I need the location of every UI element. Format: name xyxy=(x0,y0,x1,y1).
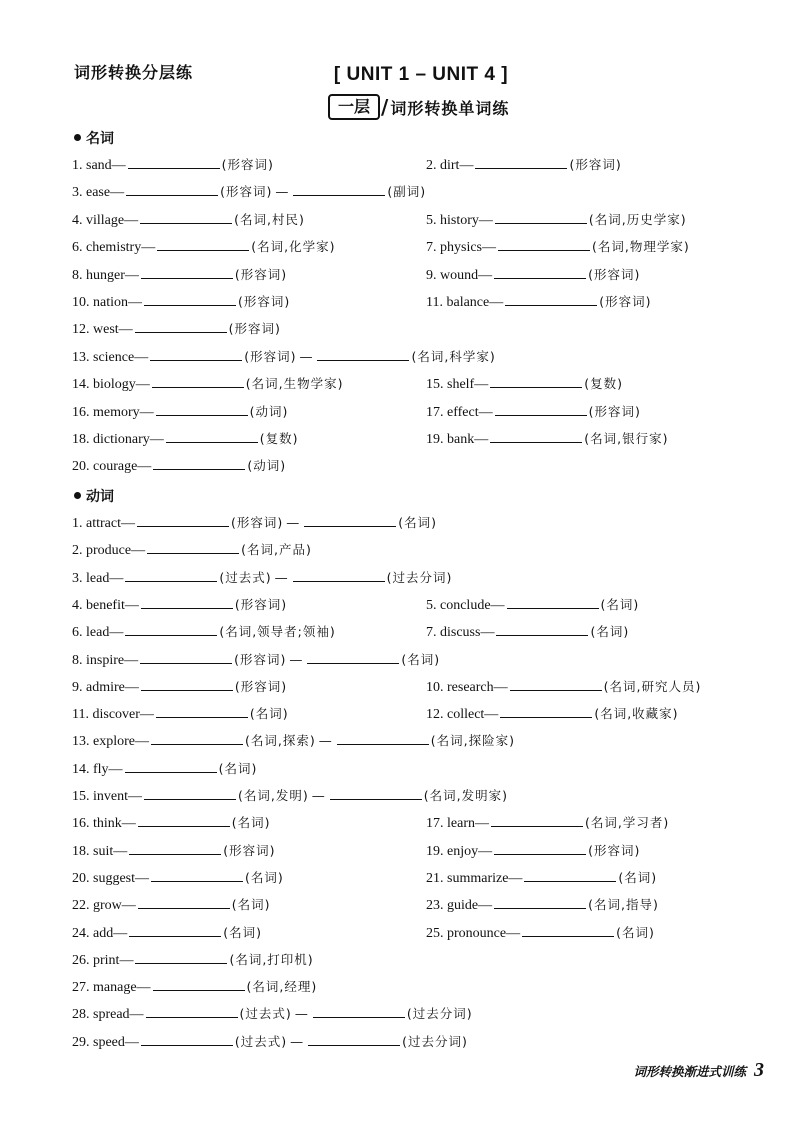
exercise-hint: (名词,探索) xyxy=(244,733,316,749)
exercise-hint: (名词,物理学家) xyxy=(592,239,690,255)
exercise-word: 12. west— xyxy=(72,322,133,338)
page-footer xyxy=(633,1059,764,1082)
answer-blank[interactable] xyxy=(151,730,243,745)
exercise-hint: (形容词) xyxy=(223,842,276,858)
exercise-row xyxy=(72,539,752,561)
answer-blank[interactable] xyxy=(137,512,229,527)
exercise-hint: (过去分词) xyxy=(406,1006,473,1022)
exercise-word: 16. think— xyxy=(72,816,136,832)
exercise-row xyxy=(72,785,752,807)
exercise-item xyxy=(426,401,641,423)
answer-blank[interactable] xyxy=(494,840,586,855)
exercise-hint: (名词,银行家) xyxy=(584,431,669,446)
answer-blank[interactable] xyxy=(293,567,385,582)
answer-blank[interactable] xyxy=(500,703,592,718)
exercise-word: 24. add— xyxy=(72,925,128,941)
answer-blank[interactable] xyxy=(126,181,218,196)
exercise-item xyxy=(72,154,274,176)
answer-blank[interactable] xyxy=(337,730,429,745)
exercise-word: 4. benefit— xyxy=(72,597,139,613)
answer-blank[interactable] xyxy=(144,785,236,800)
answer-blank[interactable] xyxy=(135,949,227,964)
exercise-hint: (名词,探险家) xyxy=(430,733,515,749)
exercise-item xyxy=(72,455,286,477)
dash-separator: — xyxy=(289,652,303,668)
exercise-item xyxy=(426,291,652,313)
answer-blank[interactable] xyxy=(304,512,396,527)
exercise-item xyxy=(72,236,335,258)
answer-blank[interactable] xyxy=(510,676,602,691)
exercise-item xyxy=(426,703,679,725)
answer-blank[interactable] xyxy=(125,567,217,582)
exercise-row xyxy=(72,209,752,231)
exercise-hint: (名词) xyxy=(231,815,271,831)
dash-separator: — xyxy=(318,734,332,750)
answer-blank[interactable] xyxy=(330,785,422,800)
exercise-item xyxy=(72,894,271,916)
exercise-word: 9. admire— xyxy=(72,679,139,695)
answer-blank[interactable] xyxy=(317,346,409,361)
exercise-word: 8. hunger— xyxy=(72,267,139,283)
exercise-item xyxy=(426,867,657,889)
answer-blank[interactable] xyxy=(141,594,233,609)
exercise-item xyxy=(72,181,426,203)
exercise-hint: (名词,村民) xyxy=(234,211,305,227)
exercise-hint: (复数) xyxy=(584,376,623,392)
exercise-item xyxy=(426,812,669,834)
exercise-row xyxy=(72,649,752,671)
exercise-row xyxy=(72,676,752,698)
exercise-word: 27. manage— xyxy=(72,980,151,996)
exercise-hint: (名词,研究人员) xyxy=(603,678,702,694)
exercise-item xyxy=(72,539,312,561)
exercise-word: 13. explore— xyxy=(72,734,149,750)
level-heading xyxy=(328,94,509,120)
exercise-item xyxy=(72,676,287,698)
exercise-hint: (名词,领导者;领袖) xyxy=(219,624,336,640)
exercise-word: 6. chemistry— xyxy=(72,240,156,256)
unit-title: [ UNIT 1 – UNIT 4 ] xyxy=(333,64,509,85)
exercise-item xyxy=(426,621,629,643)
exercise-hint: (名词,打印机) xyxy=(229,951,314,967)
level-badge: 一层 xyxy=(328,94,380,120)
exercise-item xyxy=(72,730,515,752)
exercise-hint: (形容词) xyxy=(588,842,641,858)
answer-blank[interactable] xyxy=(128,154,220,169)
section-label: 名词 xyxy=(86,131,114,147)
exercise-hint: (名词) xyxy=(616,924,655,940)
exercise-hint: (形容词) xyxy=(230,515,284,530)
exercise-item xyxy=(426,154,622,176)
exercise-word: 23. guide— xyxy=(426,898,493,914)
exercise-hint: (名词,指导) xyxy=(588,897,659,913)
exercise-item xyxy=(426,373,623,395)
exercise-row xyxy=(72,976,752,998)
exercise-word: 29. speed— xyxy=(72,1034,139,1050)
answer-blank[interactable] xyxy=(129,922,221,937)
exercise-item xyxy=(72,621,336,643)
exercise-item xyxy=(426,264,640,286)
answer-blank[interactable] xyxy=(494,894,586,909)
exercise-word: 21. summarize— xyxy=(426,870,523,886)
exercise-row xyxy=(72,346,752,368)
exercise-hint: (名词) xyxy=(618,869,658,885)
exercise-hint: (形容词) xyxy=(234,678,288,694)
exercise-row xyxy=(72,758,752,780)
exercise-row xyxy=(72,428,752,450)
exercise-item xyxy=(72,922,262,944)
exercise-item xyxy=(426,922,655,944)
exercise-hint: (形容词) xyxy=(588,266,641,282)
exercise-hint: (名词) xyxy=(249,706,289,722)
exercise-word: 28. spread— xyxy=(72,1007,144,1023)
exercise-item xyxy=(426,676,701,698)
exercise-word: 13. science— xyxy=(72,349,149,365)
exercise-word: 19. enjoy— xyxy=(426,843,493,859)
answer-blank[interactable] xyxy=(157,236,249,251)
answer-blank[interactable] xyxy=(313,1003,405,1018)
exercise-row xyxy=(72,1031,752,1053)
exercise-item xyxy=(72,703,289,725)
answer-blank[interactable] xyxy=(496,621,588,636)
exercise-item xyxy=(72,976,317,998)
exercise-word: 19. bank— xyxy=(426,432,489,447)
exercise-hint: (名词,科学家) xyxy=(411,348,496,364)
exercise-row xyxy=(72,512,752,534)
exercise-item xyxy=(72,346,496,368)
exercise-word: 6. lead— xyxy=(72,625,124,641)
exercise-item xyxy=(426,236,690,258)
exercise-item xyxy=(72,867,284,889)
answer-blank[interactable] xyxy=(138,894,230,909)
exercise-item xyxy=(72,1003,473,1025)
exercise-row xyxy=(72,181,752,203)
exercise-word: 1. attract— xyxy=(72,516,135,531)
answer-blank[interactable] xyxy=(125,758,217,773)
exercise-hint: (名词,收藏家) xyxy=(594,706,679,722)
exercise-row xyxy=(72,621,752,643)
exercise-word: 12. collect— xyxy=(426,707,499,723)
answer-blank[interactable] xyxy=(135,318,227,333)
exercise-hint: (名词,历史学家) xyxy=(588,211,687,227)
exercise-item xyxy=(72,949,314,971)
dash-separator: — xyxy=(294,1007,308,1023)
level-title: 词形转换单词练 xyxy=(390,98,510,118)
answer-blank[interactable] xyxy=(152,373,244,388)
exercise-item xyxy=(72,649,440,671)
exercise-row xyxy=(72,567,752,589)
answer-blank[interactable] xyxy=(308,1031,400,1046)
exercise-item xyxy=(72,812,271,834)
exercise-hint: (名词) xyxy=(590,624,630,640)
level-slash-mark: / xyxy=(381,95,389,119)
exercise-hint: (形容词) xyxy=(599,294,652,309)
exercise-row xyxy=(72,1003,752,1025)
exercise-item xyxy=(72,318,281,340)
exercise-hint: (名词,经理) xyxy=(246,979,318,995)
answer-blank[interactable] xyxy=(293,181,385,196)
exercise-word: 11. discover— xyxy=(72,707,154,723)
answer-blank[interactable] xyxy=(147,539,239,554)
exercise-word: 16. memory— xyxy=(72,404,154,420)
exercise-hint: (复数) xyxy=(259,431,299,446)
answer-blank[interactable] xyxy=(495,209,587,224)
answer-blank[interactable] xyxy=(141,676,233,691)
exercise-row xyxy=(72,455,752,477)
exercise-word: 7. physics— xyxy=(426,240,496,256)
answer-blank[interactable] xyxy=(507,594,599,609)
exercise-row xyxy=(72,264,752,286)
exercise-hint: (动词) xyxy=(249,403,289,419)
exercise-word: 17. learn— xyxy=(426,816,489,832)
answer-blank[interactable] xyxy=(522,922,614,937)
exercise-item xyxy=(72,209,305,231)
answer-blank[interactable] xyxy=(141,264,233,279)
exercise-word: 4. village— xyxy=(72,212,139,228)
answer-blank[interactable] xyxy=(140,209,232,224)
exercise-hint: (名词,产品) xyxy=(241,542,312,558)
exercise-hint: (名词) xyxy=(600,596,640,612)
dash-separator: — xyxy=(290,1034,304,1050)
page-number: 3 xyxy=(754,1059,764,1081)
exercise-row xyxy=(72,401,752,423)
answer-blank[interactable] xyxy=(475,154,567,169)
exercise-hint: (名词) xyxy=(401,651,441,667)
exercise-hint: (形容词) xyxy=(238,294,291,309)
exercise-word: 15. shelf— xyxy=(426,377,489,393)
dash-separator: — xyxy=(286,516,300,531)
exercise-item xyxy=(72,1031,468,1053)
exercise-word: 18. suit— xyxy=(72,843,128,859)
exercise-item xyxy=(72,785,508,807)
exercise-item xyxy=(426,209,687,231)
exercise-hint: (名词) xyxy=(231,897,271,913)
exercise-hint: (名词) xyxy=(398,515,438,530)
exercise-word: 14. biology— xyxy=(72,377,150,393)
exercise-hint: (名词) xyxy=(245,869,284,885)
answer-blank[interactable] xyxy=(140,649,232,664)
exercise-row xyxy=(72,812,752,834)
exercise-item xyxy=(72,758,257,780)
exercise-hint: (过去式) xyxy=(219,569,272,585)
exercise-word: 10. research— xyxy=(426,679,508,695)
exercise-item xyxy=(426,428,668,450)
answer-blank[interactable] xyxy=(307,649,399,664)
exercise-word: 5. conclude— xyxy=(426,597,505,613)
exercise-word: 10. nation— xyxy=(72,295,142,310)
exercise-word: 11. balance— xyxy=(426,295,504,310)
exercise-hint: (形容词) xyxy=(228,321,281,337)
exercise-hint: (过去式) xyxy=(239,1006,292,1022)
exercise-word: 9. wound— xyxy=(426,267,493,283)
exercise-hint: (形容词) xyxy=(221,157,274,172)
exercise-row xyxy=(72,154,752,176)
exercise-item xyxy=(72,428,299,450)
answer-blank[interactable] xyxy=(144,291,236,306)
exercise-word: 22. grow— xyxy=(72,898,136,914)
exercise-row xyxy=(72,703,752,725)
exercise-hint: (动词) xyxy=(247,458,287,474)
footer-text: 词形转换渐进式训练 xyxy=(633,1064,746,1079)
exercise-word: 17. effect— xyxy=(426,404,493,420)
exercise-word: 26. print— xyxy=(72,952,134,968)
answer-blank[interactable] xyxy=(491,812,583,827)
exercise-word: 3. lead— xyxy=(72,570,124,586)
exercise-hint: (过去分词) xyxy=(402,1033,468,1049)
exercise-row xyxy=(72,318,752,340)
exercise-hint: (名词) xyxy=(218,760,258,776)
exercise-hint: (形容词) xyxy=(220,184,273,200)
exercise-hint: (形容词) xyxy=(569,157,622,172)
exercise-hint: (副词) xyxy=(387,184,427,200)
exercise-word: 15. invent— xyxy=(72,789,142,804)
answer-blank[interactable] xyxy=(498,236,590,251)
exercise-hint: (名词,化学家) xyxy=(251,239,336,255)
exercise-word: 20. suggest— xyxy=(72,870,149,886)
exercise-row xyxy=(72,922,752,944)
answer-blank[interactable] xyxy=(505,291,597,306)
answer-blank[interactable] xyxy=(153,976,245,991)
section-nouns xyxy=(74,128,114,148)
exercise-hint: (名词,发明) xyxy=(238,788,309,803)
answer-blank[interactable] xyxy=(490,373,582,388)
exercise-hint: (形容词) xyxy=(234,651,287,667)
answer-blank[interactable] xyxy=(153,455,245,470)
exercise-hint: (形容词) xyxy=(234,596,288,612)
answer-blank[interactable] xyxy=(156,703,248,718)
exercise-hint: (过去式) xyxy=(234,1033,288,1049)
exercise-row xyxy=(72,894,752,916)
exercise-item xyxy=(72,401,288,423)
exercise-item xyxy=(72,512,437,534)
answer-blank[interactable] xyxy=(495,401,587,416)
bullet-icon xyxy=(74,492,81,499)
exercise-hint: (形容词) xyxy=(588,403,641,419)
exercise-word: 14. fly— xyxy=(72,761,123,777)
bullet-icon xyxy=(74,134,81,141)
exercise-hint: (形容词) xyxy=(234,266,288,282)
dash-separator: — xyxy=(311,789,325,804)
exercise-hint: (过去分词) xyxy=(386,569,453,585)
answer-blank[interactable] xyxy=(151,867,243,882)
exercise-hint: (名词,发明家) xyxy=(423,788,508,803)
exercise-item xyxy=(72,291,290,313)
exercise-item xyxy=(72,594,287,616)
answer-blank[interactable] xyxy=(490,428,582,443)
exercise-hint: (形容词) xyxy=(244,348,297,364)
dash-separator: — xyxy=(275,185,289,201)
exercise-item xyxy=(426,894,659,916)
answer-blank[interactable] xyxy=(524,867,616,882)
exercise-word: 1. sand— xyxy=(72,158,126,173)
section-verbs xyxy=(74,486,114,506)
exercise-item xyxy=(72,840,276,862)
exercise-word: 2. produce— xyxy=(72,543,146,559)
exercise-row xyxy=(72,373,752,395)
answer-blank[interactable] xyxy=(125,621,217,636)
answer-blank[interactable] xyxy=(141,1031,233,1046)
exercise-word: 18. dictionary— xyxy=(72,432,164,447)
exercise-item xyxy=(426,594,639,616)
dash-separator: — xyxy=(274,570,288,586)
exercise-word: 7. discuss— xyxy=(426,625,495,641)
answer-blank[interactable] xyxy=(138,812,230,827)
answer-blank[interactable] xyxy=(494,264,586,279)
exercise-row xyxy=(72,730,752,752)
answer-blank[interactable] xyxy=(156,401,248,416)
answer-blank[interactable] xyxy=(146,1003,238,1018)
exercise-word: 2. dirt— xyxy=(426,158,474,173)
exercise-word: 25. pronounce— xyxy=(426,925,521,941)
exercise-word: 5. history— xyxy=(426,212,493,228)
exercise-hint: (名词,生物学家) xyxy=(245,376,344,392)
dash-separator: — xyxy=(299,349,313,365)
exercise-row xyxy=(72,594,752,616)
exercise-row xyxy=(72,840,752,862)
answer-blank[interactable] xyxy=(150,346,242,361)
exercise-item xyxy=(72,567,452,589)
answer-blank[interactable] xyxy=(166,428,258,443)
exercise-item xyxy=(72,264,287,286)
exercise-word: 3. ease— xyxy=(72,185,125,201)
exercise-row xyxy=(72,291,752,313)
exercise-word: 8. inspire— xyxy=(72,652,139,668)
exercise-item xyxy=(426,840,640,862)
page-heading: 词形转换分层练 xyxy=(74,63,194,82)
exercise-row xyxy=(72,949,752,971)
section-label: 动词 xyxy=(86,489,114,505)
exercise-row xyxy=(72,236,752,258)
exercise-word: 20. courage— xyxy=(72,459,152,475)
answer-blank[interactable] xyxy=(129,840,221,855)
exercise-row xyxy=(72,867,752,889)
exercise-item xyxy=(72,373,344,395)
exercise-hint: (名词) xyxy=(223,924,262,940)
exercise-hint: (名词,学习者) xyxy=(584,815,670,831)
